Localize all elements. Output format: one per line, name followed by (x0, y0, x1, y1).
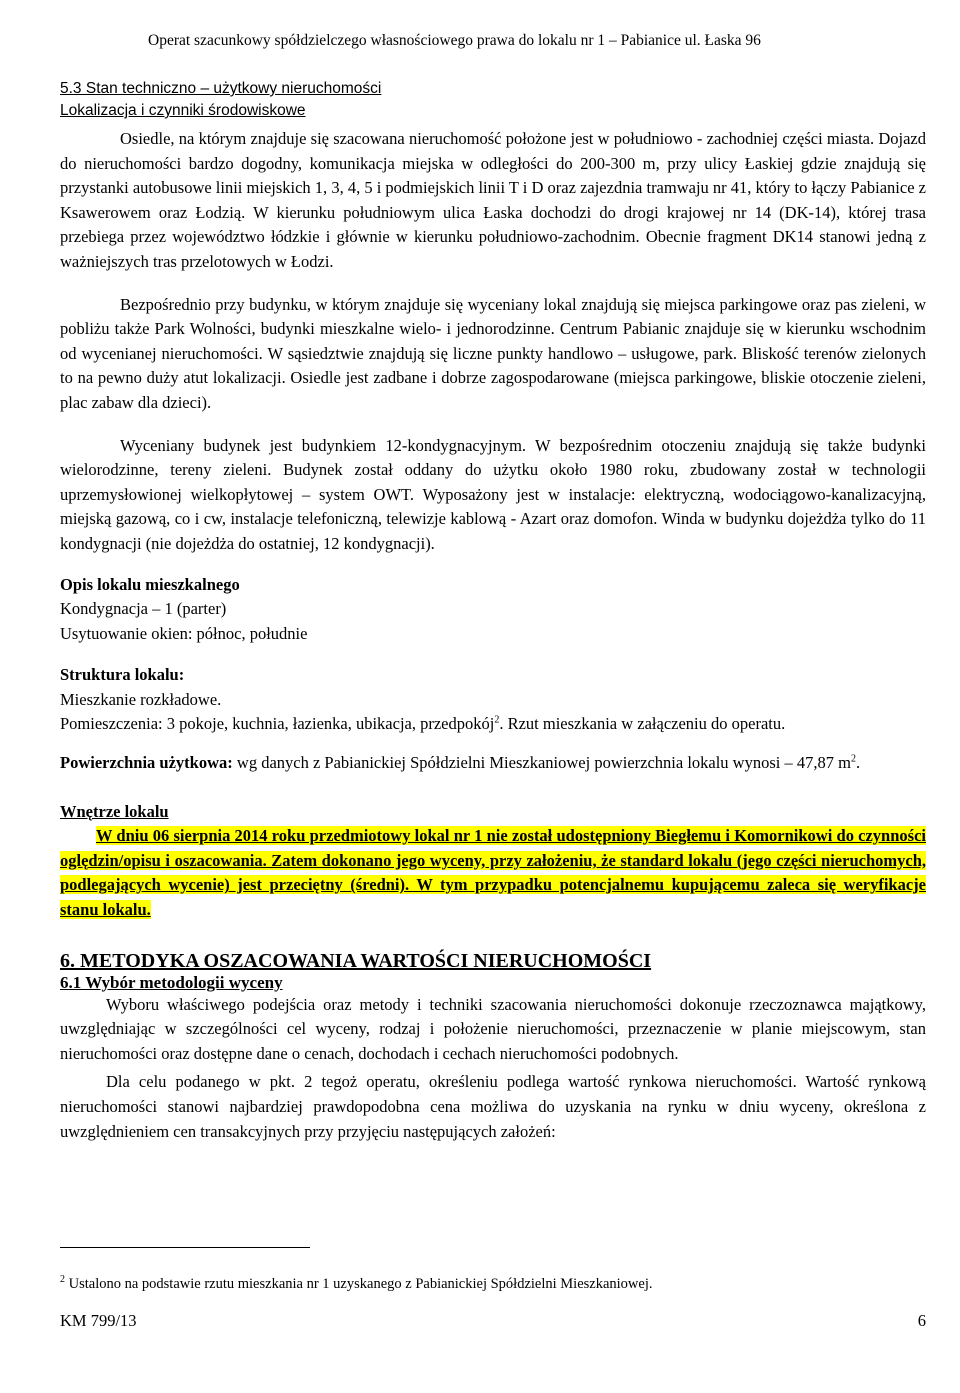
opis-line: Usytuowanie okien: północ, południe (60, 623, 308, 643)
main-content (60, 127, 926, 1144)
section-title: 5.3 Stan techniczno – użytkowy nieruchomości (60, 80, 382, 97)
struktura-rooms (60, 712, 926, 737)
footnote-text: Ustalono na podstawie rzutu mieszkania nr 1 uzyskanego z Pabianickiej Spółdzielni Mieszkaniowej. (65, 1276, 653, 1292)
struktura-rooms-tail: . Rzut mieszkania w załączeniu do operatu. (499, 714, 786, 734)
location-paragraph: Osiedle, na którym znajduje się szacowana nieruchomość położone jest w południowo - zachodniej części miasta. Dojazd do nieruchomości bardzo dogodny, komunikacja miejska w odległości do 200-300 m, przy ulicy Łaskiej gdzie znajdują się przystanki autobusowe linii miejskich 1, 3, 4, 5 i podmiejskich linii T i D oraz zajezdnia tramwaju nr 41, który to łączy Pabianice z Ksawerowem oraz Łodzią. W kierunku południowym ulica Łaska dochodzi do drogi krajowej nr 14 (DK-14), której trasa przebiega przez województwo łódzkie i głównie w kierunku południowo-zachodnim. Obecnie fragment DK14 stanowi jedną z ważniejszych tras przelotowych w Łodzi. (60, 129, 926, 271)
highlighted-text: W dniu 06 sierpnia 2014 roku przedmiotowy lokal nr 1 nie został udostępniony Biegłemu i Komornikowi do czynności oględzin/opisu i oszacowania. Zatem dokonano jego wyceny, przy założeniu, że standard lokalu (jego części nieruchomych, podlegających wycenie) jest przeciętny (średni). W tym przypadku potencjalnemu kupującemu zaleca się weryfikacje stanu lokalu. (60, 826, 926, 920)
footnote (60, 1276, 653, 1293)
section-subtitle: Lokalizacja i czynniki środowiskowe (60, 102, 306, 119)
footnote-number: 2 (60, 1274, 65, 1286)
surroundings-paragraph: Bezpośrednio przy budynku, w którym znajduje się wyceniany lokal znajdują się miejsca parkingowe oraz pas zieleni, w pobliżu także Park Wolności, budynki mieszkalne wielo- i jednorodzinne. Centrum Pabianic znajduje się w kierunku wschodnim od wycenianej nieruchomości. W sąsiedztwie znajdują się liczne punkty handlowo – usługowe, park. Bliskość terenów zielonych to na pewno duży atut lokalizacji. Osiedle jest zadbane i dobrze zagospodarowane (miejsca parkingowe, bliskie otoczenie zieleni, plac zabaw dla dzieci). (60, 294, 926, 412)
powierzchnia-text: wg danych z Pabianickiej Spółdzielni Mieszkaniowej powierzchnia lokalu wynosi – 47,87 m (232, 753, 851, 773)
unit-sup: 2 (850, 753, 856, 765)
footnote-ref: 2 (494, 714, 500, 726)
powierzchnia-paragraph (60, 751, 926, 776)
opis-line: Kondygnacja – 1 (parter) (60, 599, 227, 619)
struktura-line: Mieszkanie rozkładowe. (60, 689, 222, 709)
page-header: Operat szacunkowy spółdzielczego własnościowego prawa do lokalu nr 1 – Pabianice ul. Łaska 96 (148, 32, 761, 49)
struktura-title: Struktura lokalu: (60, 665, 185, 685)
section-5-3-heading (60, 78, 381, 122)
powierzchnia-label: Powierzchnia użytkowa: (60, 753, 233, 773)
footer-reference: KM 799/13 (60, 1311, 137, 1330)
wnetrze-highlight (60, 824, 926, 922)
building-paragraph: Wyceniany budynek jest budynkiem 12-kondygnacyjnym. W bezpośrednim otoczeniu znajdują się także budynki wielorodzinne, tereny zieleni. Budynek został oddany do użytku około 1980 roku, zbudowany został w technologii uprzemysłowionej wielkopłytowej – system OWT. Wyposażony jest w instalacje: elektryczną, wodociągowo-kanalizacyjną, miejską gazową, co i cw, instalacje telefoniczną, telewizje kablową - Azart oraz domofon. Winda w budynku dojeżdża tylko do 11 kondygnacji (nie dojeżdża do ostatniej, 12 kondygnacji). (60, 435, 926, 553)
opis-title: Opis lokalu mieszkalnego (60, 574, 240, 594)
wnetrze-title: Wnętrze lokalu (60, 801, 169, 821)
page-number: 6 (917, 1311, 926, 1330)
section-6-title: 6. METODYKA OSZACOWANIA WARTOŚCI NIERUCHOMOŚCI (60, 949, 652, 972)
section-6-1-title: 6.1 Wybór metodologii wyceny (60, 972, 283, 992)
footnote-separator (60, 1247, 310, 1248)
struktura-rooms-text: Pomieszczenia: 3 pokoje, kuchnia, łazienka, ubikacja, przedpokój (60, 714, 495, 734)
market-value-paragraph: Dla celu podanego w pkt. 2 tegoż operatu, określeniu podlega wartość rynkowa nieruchomości. Wartość rynkową nieruchomości stanowi najbardziej prawdopodobna cena możliwa do uzyskania na rynku w dniu wyceny, określona z uwzględnieniem cen transakcyjnych przy przyjęciu następujących założeń: (60, 1072, 926, 1141)
powierzchnia-tail: . (855, 753, 861, 773)
methodology-paragraph: Wyboru właściwego podejścia oraz metody i techniki szacowania nieruchomości dokonuje rzeczoznawca majątkowy, uwzględniając w szczególności cel wyceny, rodzaj i położenie nieruchomości, przeznaczenie w planie miejscowym, stan nieruchomości oraz dostępne dane o cenach, dochodach i cechach nieruchomości podobnych. (60, 994, 926, 1063)
